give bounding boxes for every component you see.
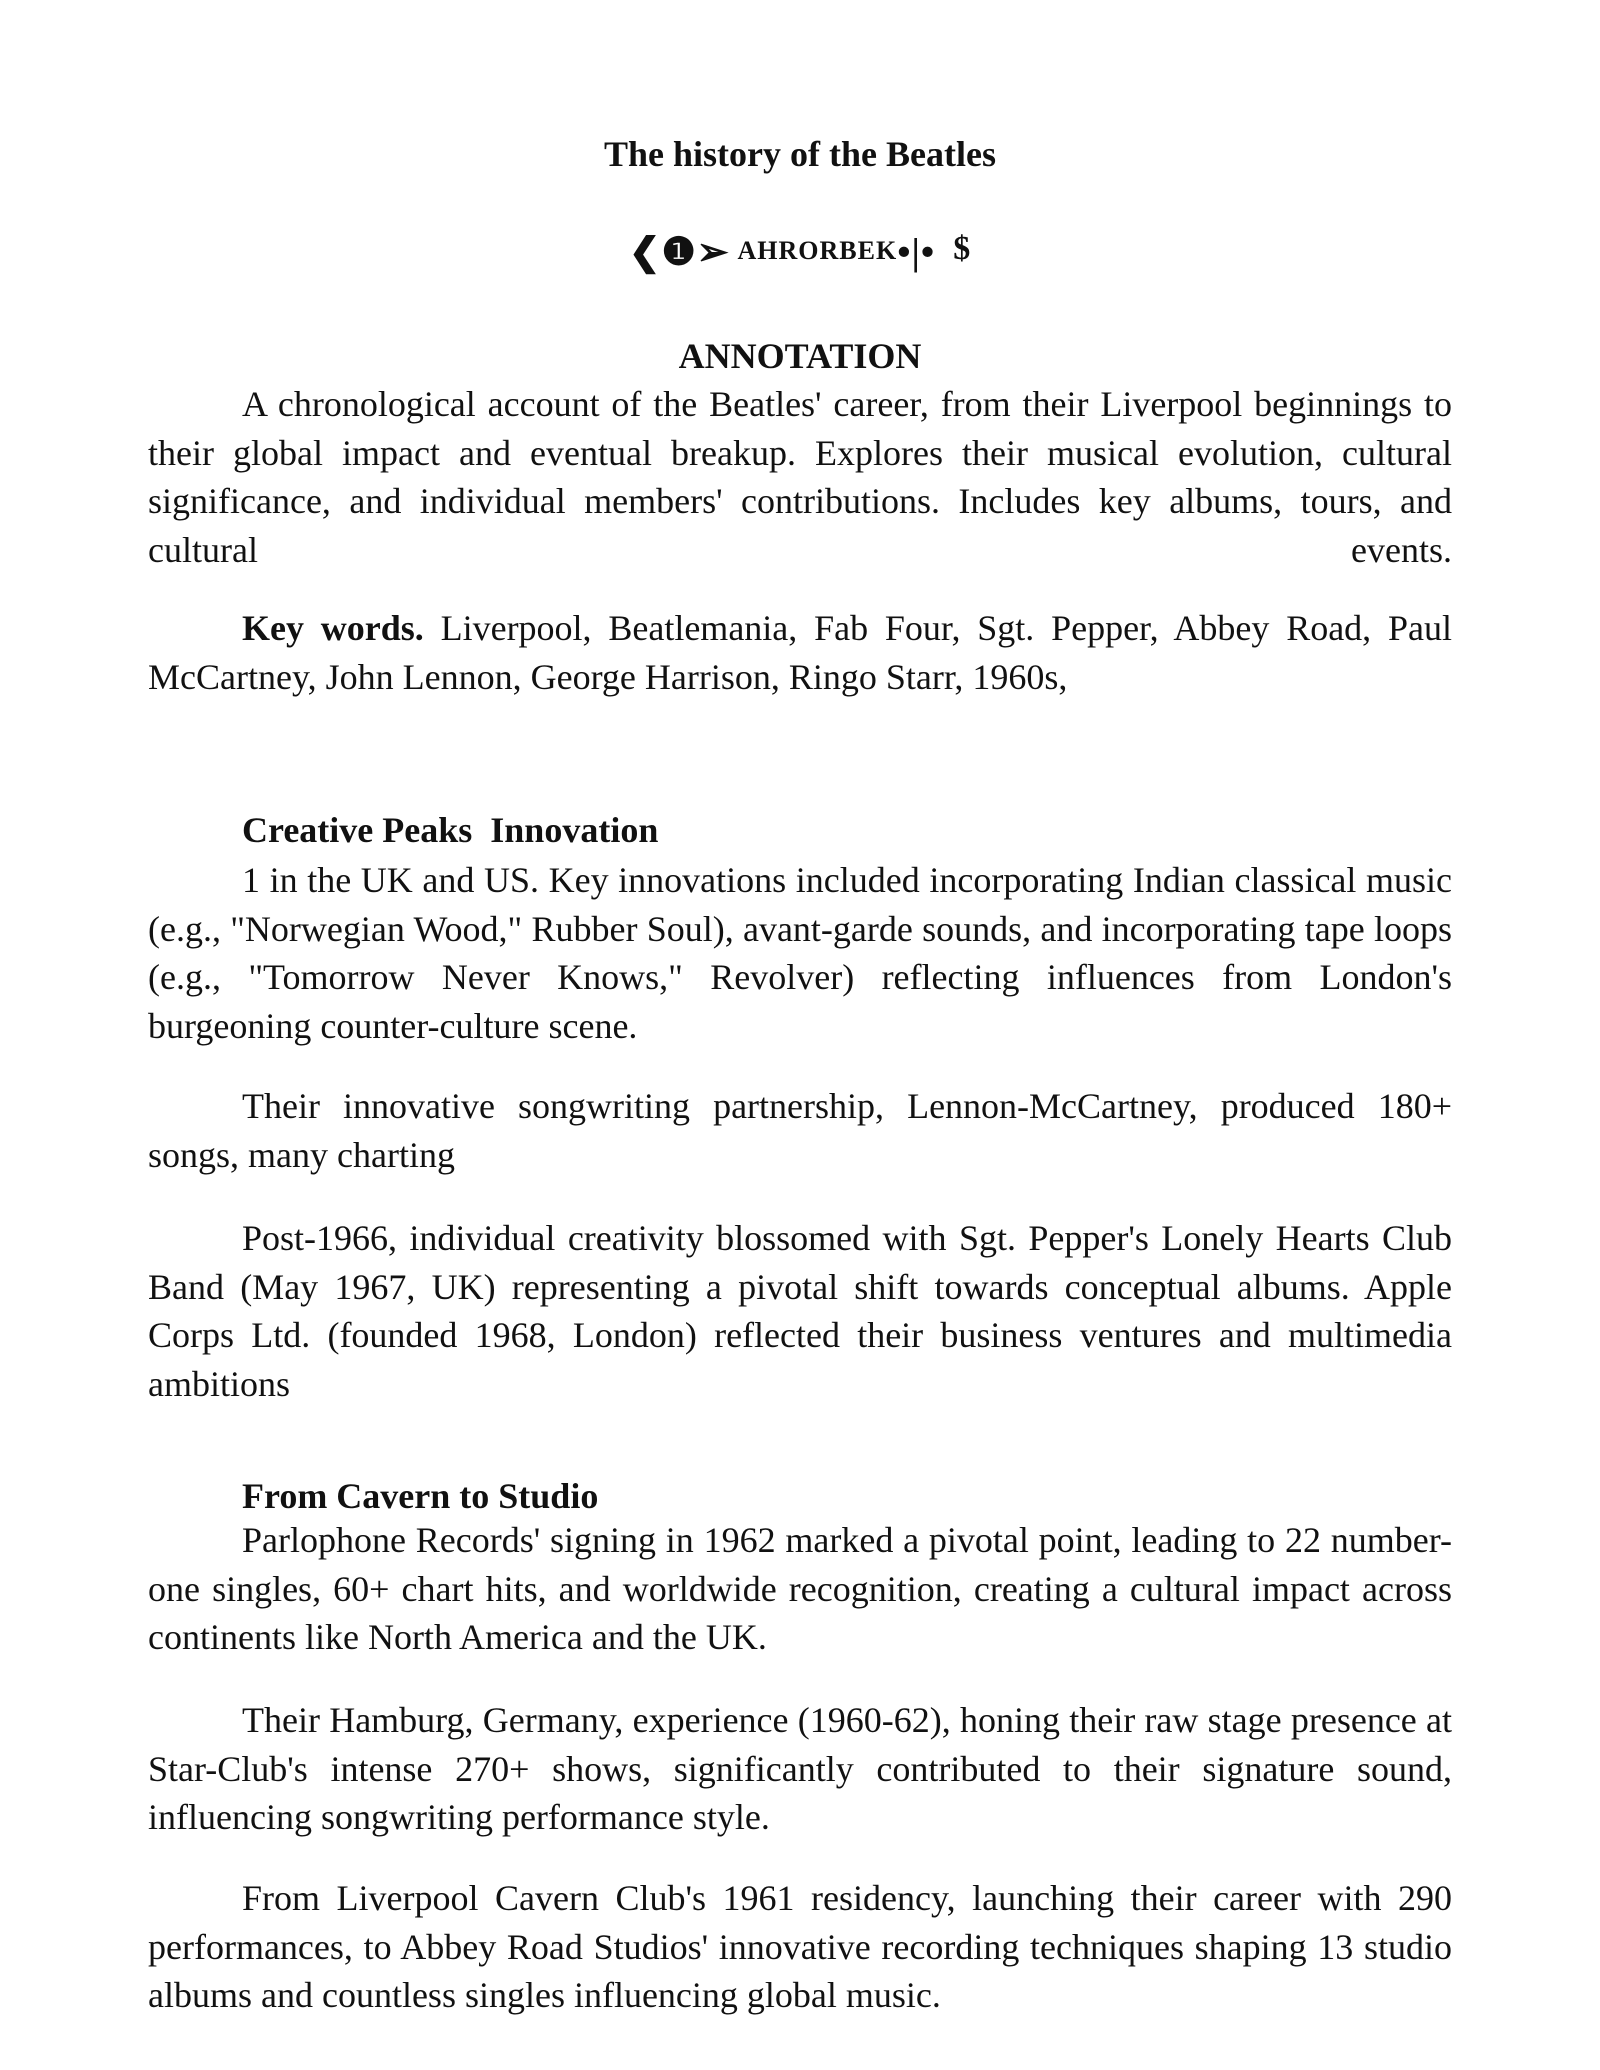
keywords-paragraph: [148, 604, 1452, 701]
author-name: AHRORBEK: [737, 236, 898, 265]
author-prefix-symbols: ❮❶➢: [628, 231, 730, 274]
author-suffix-symbols: •|•: [897, 231, 936, 274]
annotation-heading: ANNOTATION: [678, 336, 922, 376]
section-paragraph: Their innovative songwriting partnership, Lennon-McCartney, produced 180+ songs, many charting: [148, 1086, 1452, 1175]
section-paragraph: Post-1966, individual creativity blossomed with Sgt. Pepper's Lonely Hearts Club Band (May 1967, UK) representing a pivotal shift towards conceptual albums. Apple Corps Ltd. (founded 1968, London) reflected their business ventures and multimedia ambitions: [148, 1218, 1452, 1404]
section-title-cavern-to-studio: From Cavern to Studio: [242, 1476, 599, 1516]
author-line: [148, 226, 1452, 276]
annotation-paragraph: A chronological account of the Beatles' career, from their Liverpool beginnings to their global impact and eventual breakup. Explores their musical evolution, cultural significance, and individual members' contributions. Includes key albums, tours, and cultural events.: [148, 384, 1452, 570]
section-title-creative-peaks: Creative Peaks Innovation: [242, 810, 659, 850]
keywords-text: Liverpool, Beatlemania, Fab Four, Sgt. Pepper, Abbey Road, Paul McCartney, John Lennon, George Harrison, Ringo Starr, 1960s,: [148, 608, 1452, 697]
section-paragraph: Their Hamburg, Germany, experience (1960-62), honing their raw stage presence at Star-Club's intense 270+ shows, significantly contributed to their signature sound, influencing songwriting performance style.: [148, 1700, 1452, 1837]
document-title: The history of the Beatles: [604, 134, 996, 174]
section-paragraph: Parlophone Records' signing in 1962 marked a pivotal point, leading to 22 number-one singles, 60+ chart hits, and worldwide recognition, creating a cultural impact across continents like North America and the UK.: [148, 1520, 1452, 1657]
keywords-label: Key words.: [242, 608, 424, 648]
author-dollar-sign: $: [953, 230, 972, 267]
section-paragraph: From Liverpool Cavern Club's 1961 residency, launching their career with 290 performances, to Abbey Road Studios' innovative recording techniques shaping 13 studio albums and countless singles influencing global music.: [148, 1878, 1452, 2015]
section-paragraph: 1 in the UK and US. Key innovations included incorporating Indian classical music (e.g., "Norwegian Wood," Rubber Soul), avant-garde sounds, and incorporating tape loops (e.g., "Tomorrow Never Knows," Revolver) reflecting influences from London's burgeoning counter-culture scene.: [148, 860, 1452, 1046]
